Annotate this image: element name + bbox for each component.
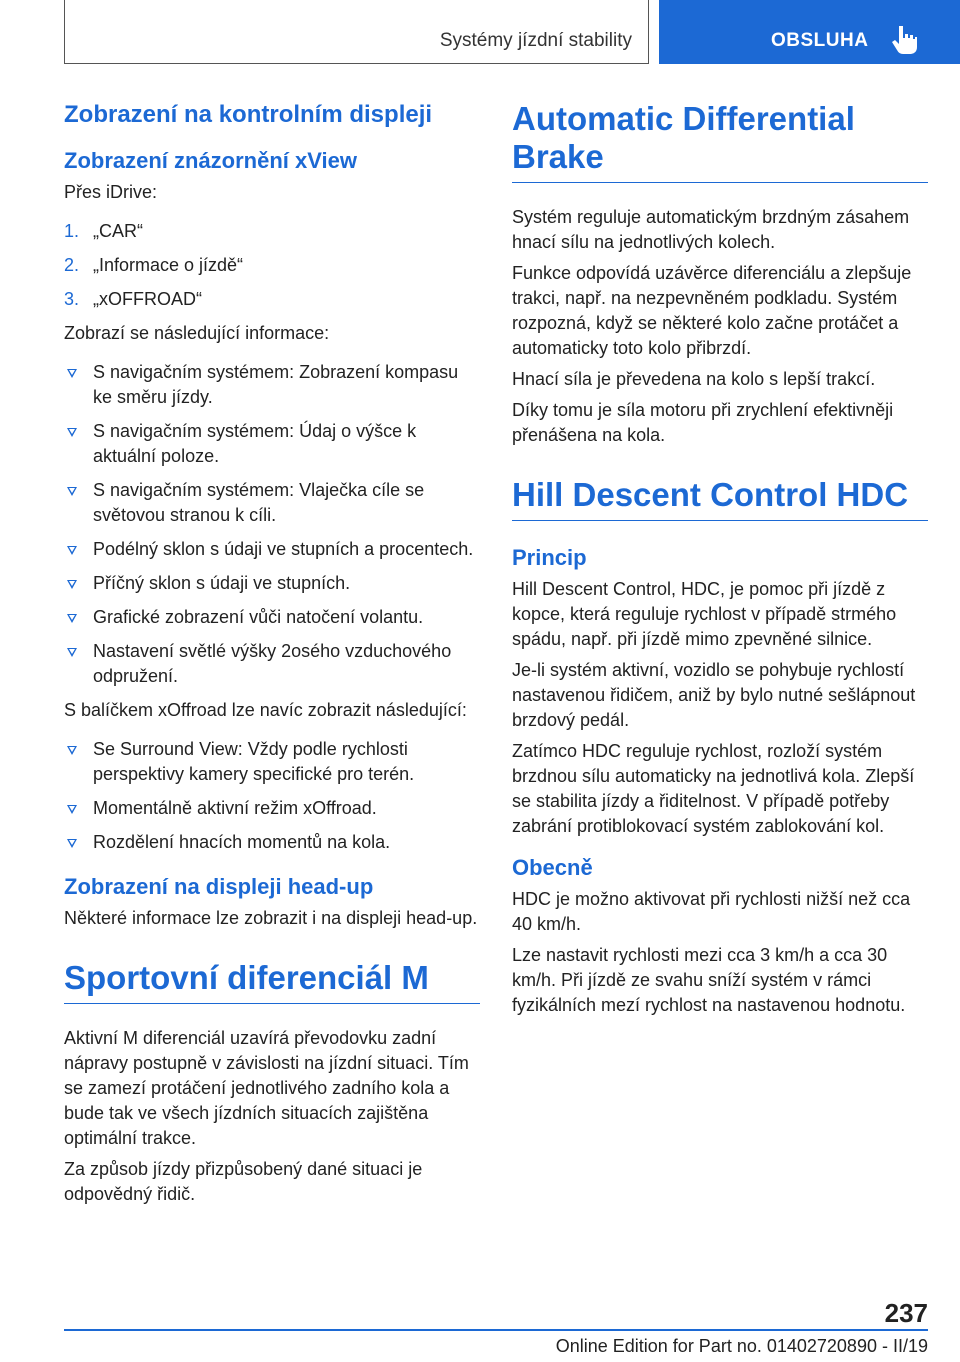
list-item [64,419,480,469]
paragraph-obecne-1: HDC je možno aktivovat při rychlosti nižší než cca 40 km/h. [512,889,911,934]
heading-head-up: Zobrazení na displeji head-up [64,874,374,899]
paragraph-adb-3: Hnací síla je převedena na kolo s lepší trakcí. [512,369,876,389]
list-item [64,737,480,787]
list-item [64,537,480,562]
bullet-triangle-icon [67,487,77,496]
header-box [64,0,649,64]
left-column [64,100,480,1213]
bullet-text: Podélný sklon s údaji ve stupních a procentech. [93,539,474,559]
paragraph-adb-1: Systém reguluje automatickým brzdným zásahem hnací sílu na jednotlivých kolech. [512,207,910,252]
bullet-text: S navigačním systémem: Vlaječka cíle se světovou stranou k cíli. [93,480,425,525]
paragraph-hdc-2: Je-li systém aktivní, vozidlo se pohybuje rychlostí nastavenou řidičem, aniž by bylo nutné sešlápnout brzdový pedál. [512,660,916,730]
tab-label: OBSLUHA [771,30,869,51]
heading-sport-differential: Sportovní diferenciál M [64,959,480,1004]
bullet-text: Se Surround View: Vždy podle rychlosti perspektivy kamery specifické pro terén. [93,739,415,784]
bullet-triangle-icon [67,580,77,589]
list-item [64,360,480,410]
bullet-triangle-icon [67,648,77,657]
paragraph-head-up: Některé informace lze zobrazit i na displeji head-up. [64,908,478,928]
package-bullet-list [64,737,480,855]
paragraph-obecne-2: Lze nastavit rychlosti mezi cca 3 km/h a cca 30 km/h. Při jízdě ze svahu sníží systém v rámci fyzikálních mezí rychlost na nastavenou hodnotu. [512,945,906,1015]
bullet-text: Příčný sklon s údaji ve stupních. [93,573,351,593]
list-item [64,253,480,278]
bullet-triangle-icon [67,805,77,814]
footer-divider [64,1329,928,1331]
paragraph-info: Zobrazí se následující informace: [64,323,330,343]
list-item [64,478,480,528]
list-item [64,796,480,821]
list-item [64,219,480,244]
paragraph-sport-1: Aktivní M diferenciál uzavírá převodovku zadní nápravy postupně v závislosti na jízdní situaci. Tím se zamezí protáčení jednotlivého zadního kola a bude tak ve všech jízdních situacích zajištěna optimální trakce. [64,1028,469,1148]
list-item [64,639,480,689]
footer-edition: Online Edition for Part no. 01402720890 - II/19 [555,1336,928,1356]
paragraph-hdc-1: Hill Descent Control, HDC, je pomoc při jízdě z kopce, která reguluje rychlost v případě strmého spádu, např. při jízdě mimo zpevněné silnice. [512,579,897,649]
list-item [64,605,480,630]
section-title: Systémy jízdní stability [439,30,632,51]
bullet-triangle-icon [67,428,77,437]
paragraph-sport-2: Za způsob jízdy přizpůsobený dané situaci je odpovědný řidič. [64,1159,423,1204]
bullet-triangle-icon [67,839,77,848]
heading-control-display: Zobrazení na kontrolním displeji [64,101,433,128]
bullet-text: Grafické zobrazení vůči natočení volantu. [93,607,424,627]
bullet-text: Momentálně aktivní režim xOffroad. [93,798,377,818]
right-column [512,100,928,1024]
bullet-text: S navigačním systémem: Zobrazení kompasu ke směru jízdy. [93,362,459,407]
bullet-triangle-icon [67,369,77,378]
paragraph-adb-2: Funkce odpovídá uzávěrce diferenciálu a zlepšuje trakci, např. na nezpevněném podkladu. Systém rozpozná, když se některé kolo začne protáčet a automaticky toto kolo přibrzdí. [512,263,912,358]
heading-adb: Automatic Differential Brake [512,100,928,183]
step-text: „xOFFROAD“ [93,289,202,309]
bullet-text: Rozdělení hnacích momentů na kola. [93,832,391,852]
bullet-triangle-icon [67,614,77,623]
list-item [64,571,480,596]
step-number: 1. [64,221,80,241]
bullet-triangle-icon [67,746,77,755]
step-text: „Informace o jízdě“ [93,255,244,275]
step-number: 3. [64,289,80,309]
heading-obecne: Obecně [512,855,593,880]
info-bullet-list [64,360,480,689]
obsluha-tab[interactable] [659,0,960,64]
bullet-text: S navigačním systémem: Údaj o výšce k aktuální poloze. [93,421,417,466]
steps-list [64,219,480,312]
heading-princip: Princip [512,545,587,570]
paragraph-idrive: Přes iDrive: [64,182,158,202]
heading-xview: Zobrazení znázornění xView [64,148,357,173]
step-text: „CAR“ [93,221,143,241]
step-number: 2. [64,255,80,275]
page-number: 237 [884,1298,928,1328]
paragraph-hdc-3: Zatímco HDC reguluje rychlost, rozloží systém brzdnou sílu automaticky na jednotlivá kola. Zlepší se stabilita jízdy a řiditelnost. V případě potřeby zabrání protiblokovací systém zablokování kol. [512,741,915,836]
list-item [64,287,480,312]
bullet-text: Nastavení světlé výšky 2osého vzduchového odpružení. [93,641,452,686]
list-item [64,830,480,855]
hand-pointer-icon [891,24,919,56]
paragraph-package: S balíčkem xOffroad lze navíc zobrazit následující: [64,700,467,720]
heading-hdc: Hill Descent Control HDC [512,476,928,521]
bullet-triangle-icon [67,546,77,555]
paragraph-adb-4: Díky tomu je síla motoru při zrychlení efektivněji přenášena na kola. [512,400,894,445]
